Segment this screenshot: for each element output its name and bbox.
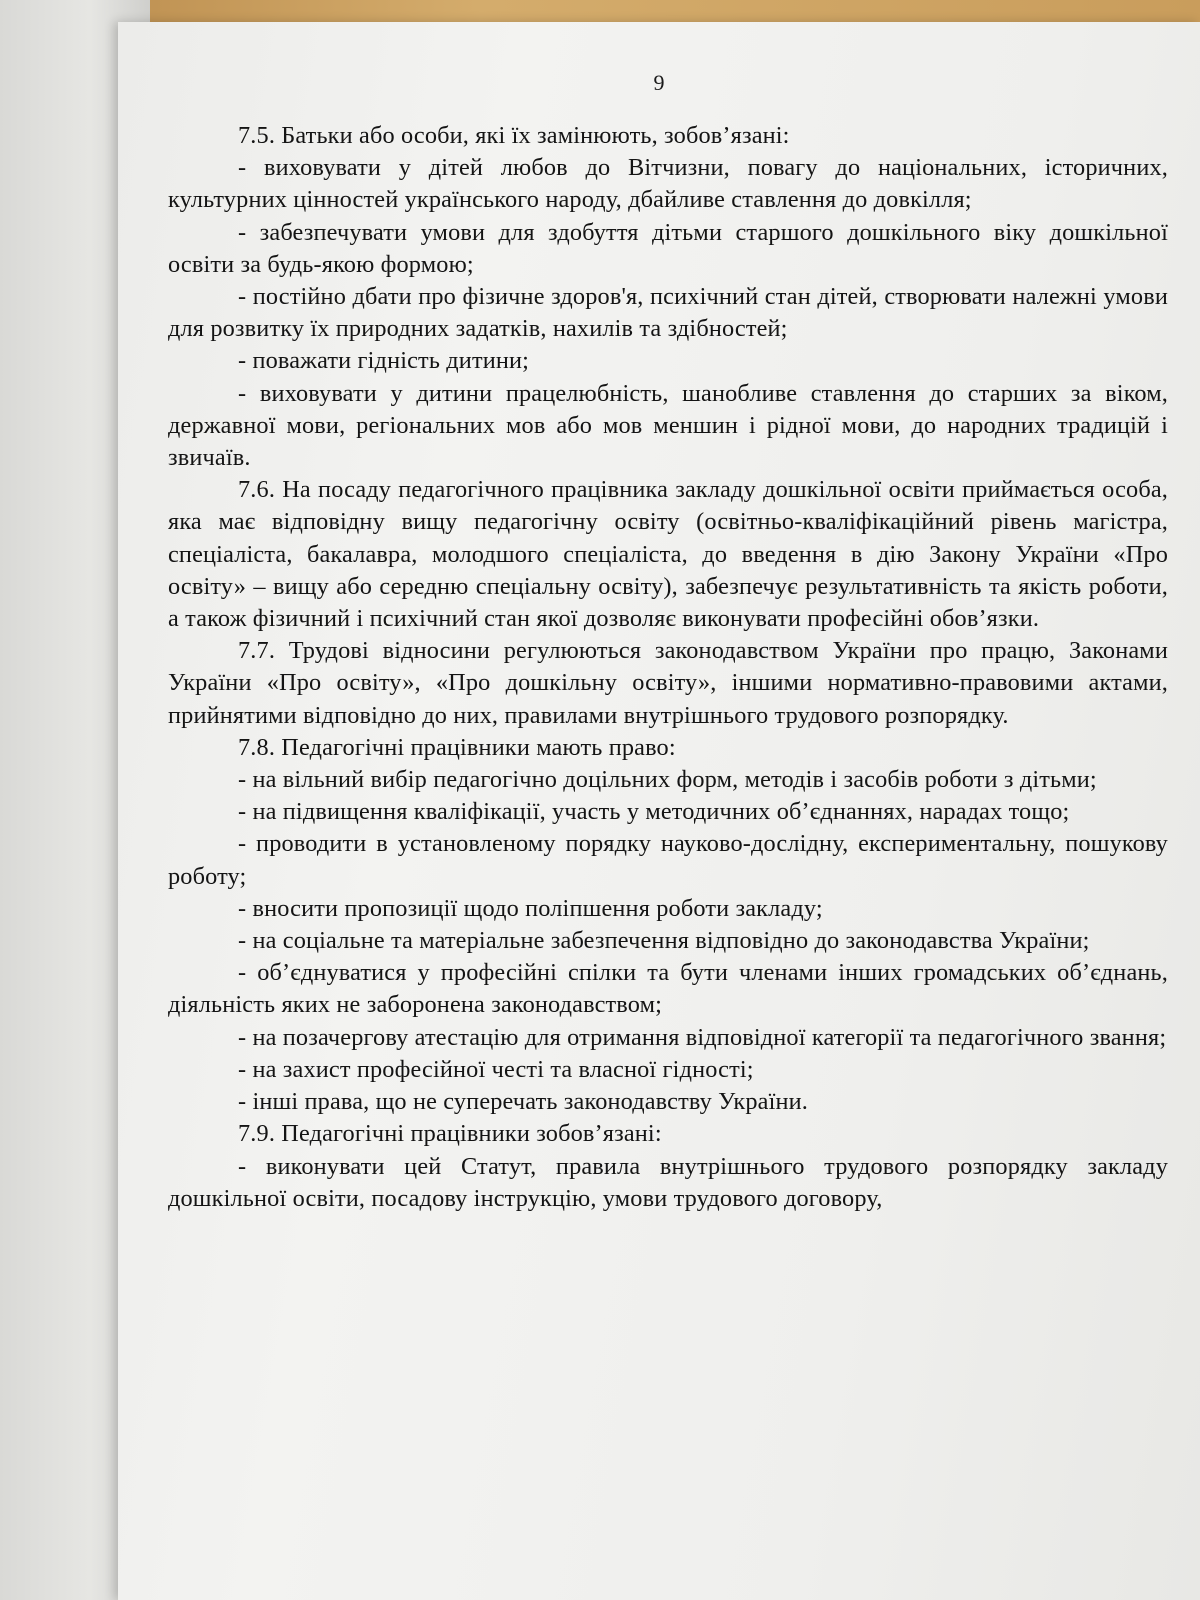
list-item: - проводити в установленому порядку науково-дослідну, експериментальну, пошукову роботу; <box>168 830 1168 890</box>
list-item: - вносити пропозиції щодо поліпшення роботи закладу; <box>238 894 823 922</box>
list-item: - забезпечувати умови для здобуття дітьми старшого дошкільного віку дошкільної освіти за будь-якою формою; <box>168 218 1168 278</box>
paragraph-7-9: 7.9. Педагогічні працівники зобов’язані: <box>238 1120 662 1148</box>
list-item: - інші права, що не суперечать законодавству України. <box>238 1088 809 1116</box>
page-number: 9 <box>653 70 665 95</box>
list-item: - виховувати у дітей любов до Вітчизни, повагу до національних, історичних, культурних цінностей українського народу, дбайливе ставлення до довкілля; <box>168 154 1168 214</box>
paragraph-7-5: 7.5. Батьки або особи, які їх замінюють, зобов’язані: <box>238 122 790 149</box>
list-item: - на підвищення кваліфікації, участь у методичних об’єднаннях, нарадах тощо; <box>238 798 1070 826</box>
list-item: - виховувати у дитини працелюбність, шанобливе ставлення до старших за віком, державної мови, регіональних мов або мов меншин і рідної мови, до народних традицій і звичаїв. <box>168 379 1168 472</box>
list-item: - на захист професійної честі та власної гідності; <box>238 1055 754 1083</box>
list-item: - на вільний вибір педагогічно доцільних форм, методів і засобів роботи з дітьми; <box>238 766 1097 794</box>
paragraph-7-7: 7.7. Трудові відносини регулюються законодавством України про працю, Законами України «Про освіту», «Про дошкільну освіту», іншими нормативно-правовими актами, прийнятими відповідно до них, правилами внутрішнього трудового розпорядку. <box>168 637 1168 729</box>
paragraph-7-8: 7.8. Педагогічні працівники мають право: <box>238 733 676 761</box>
page-text <box>168 120 1168 1215</box>
list-item: - на соціальне та матеріальне забезпечення відповідно до законодавства України; <box>238 927 1090 955</box>
list-item: - постійно дбати про фізичне здоров'я, психічний стан дітей, створювати належні умови для розвитку їх природних задатків, нахилів та здібностей; <box>168 283 1168 343</box>
list-item: - поважати гідність дитини; <box>238 347 530 375</box>
list-item: - на позачергову атестацію для отримання відповідної категорії та педагогічного звання; <box>238 1023 1167 1051</box>
document-page <box>118 22 1200 1600</box>
list-item: - об’єднуватися у професійні спілки та бути членами інших громадських об’єднань, діяльність яких не заборонена законодавством; <box>168 959 1168 1019</box>
paragraph-7-6: 7.6. На посаду педагогічного працівника закладу дошкільної освіти приймається особа, яка має відповідну вищу педагогічну освіту (освітньо-кваліфікаційний рівень магістра, спеціаліста, бакалавра, молодшого спеціаліста, до введення в дію Закону України «Про освіту» – вищу або середню спеціальну освіту), забезпечує результативність та якість роботи, а також фізичний і психічний стан якої дозволяє виконувати професійні обов’язки. <box>168 476 1168 633</box>
list-item: - виконувати цей Статут, правила внутрішнього трудового розпорядку закладу дошкільної освіти, посадову інструкцію, умови трудового договору, <box>168 1152 1168 1212</box>
